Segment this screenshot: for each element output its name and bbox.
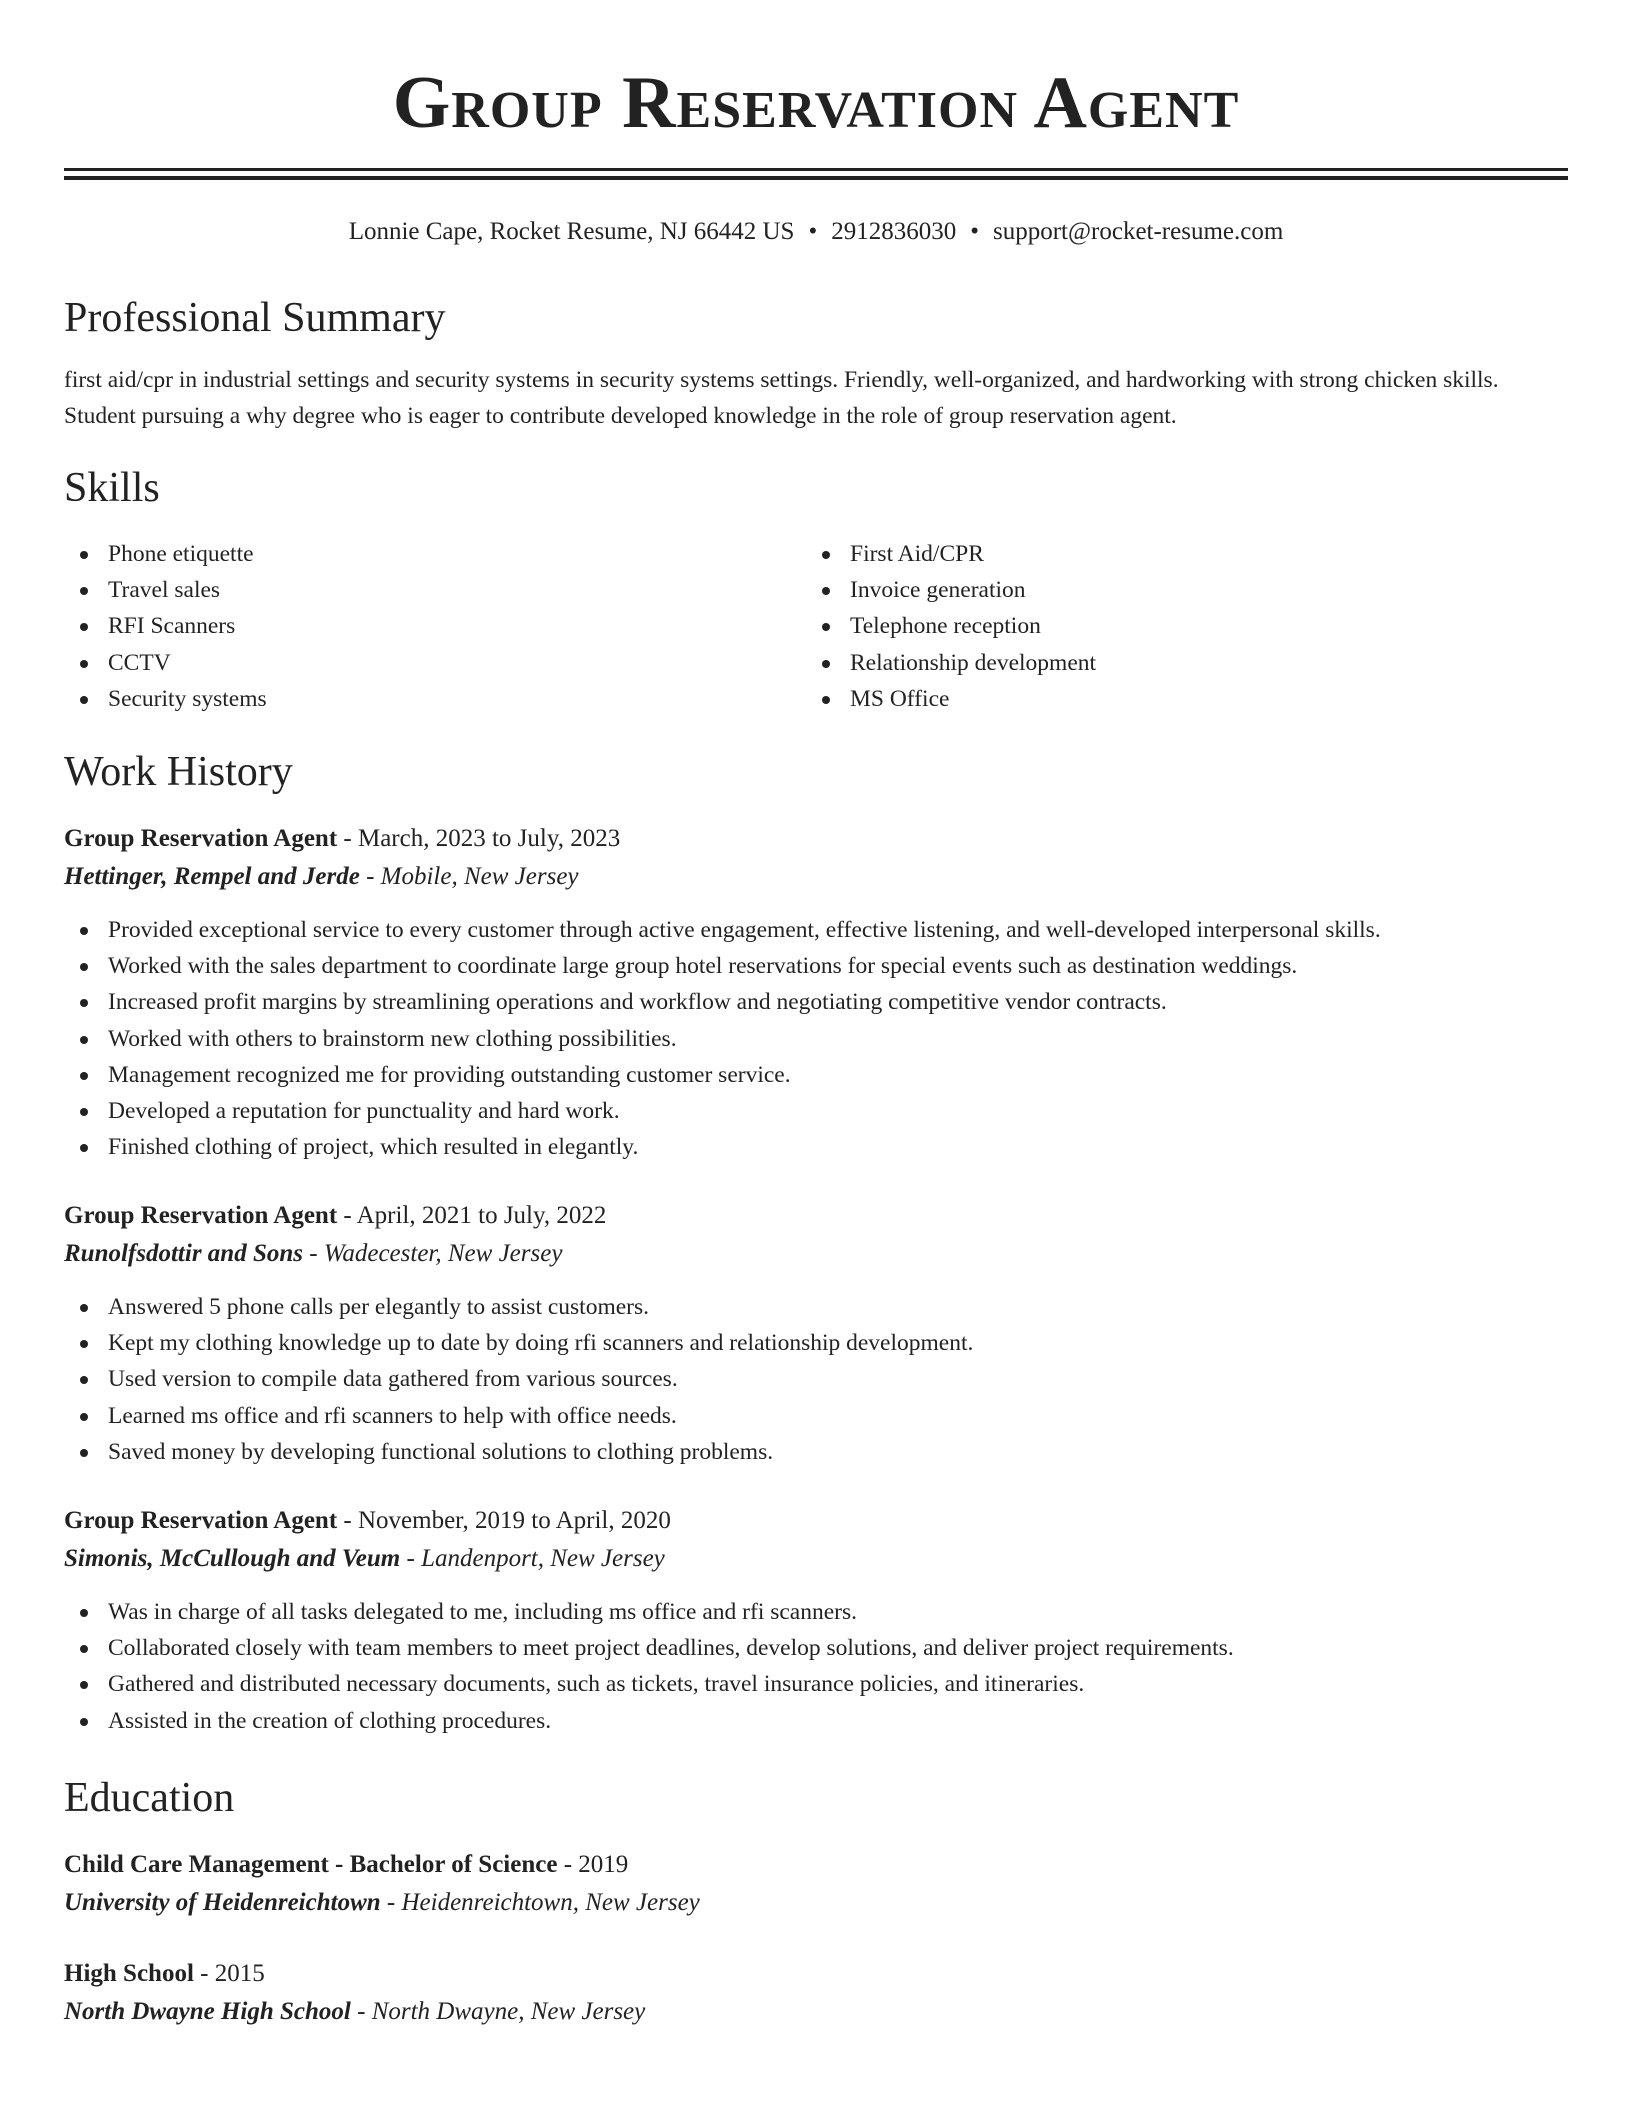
duty-item: Gathered and distributed necessary documents, such as tickets, travel insurance policies, and itineraries. — [64, 1666, 1234, 1702]
skill-item: Invoice generation — [806, 572, 1096, 608]
duty-item: Increased profit margins by streamlining operations and workflow and negotiating competitive vendor contracts. — [64, 984, 1381, 1020]
education-degree-line — [64, 1955, 265, 1993]
duty-item: Provided exceptional service to every customer through active engagement, effective listening, and well-developed interpersonal skills. — [64, 912, 1381, 948]
job-heading — [64, 1502, 671, 1540]
job-dates: March, 2023 to July, 2023 — [357, 825, 621, 852]
job-dates: April, 2021 to July, 2022 — [356, 1202, 607, 1229]
education-school-line — [64, 1884, 700, 1922]
education-year: 2015 — [214, 1960, 265, 1987]
education-year: 2019 — [578, 1851, 629, 1878]
job-title: Group Reservation Agent — [64, 825, 338, 852]
contact-phone: 2912836030 — [831, 218, 957, 245]
contact-separator: • — [808, 218, 818, 245]
skill-item: MS Office — [806, 681, 1096, 717]
duty-item: Worked with the sales department to coordinate large group hotel reservations for special events such as destination weddings. — [64, 948, 1381, 984]
education-school: University of Heidenreichtown — [64, 1889, 381, 1916]
page-title: Group Reservation Agent — [392, 62, 1240, 144]
education-degree: Child Care Management - Bachelor of Science — [64, 1851, 558, 1878]
duty-item: Management recognized me for providing outstanding customer service. — [64, 1057, 1381, 1093]
education-heading: Education — [64, 1775, 235, 1821]
skill-item: Relationship development — [806, 645, 1096, 681]
job-employer — [64, 858, 579, 896]
education-dash: - — [357, 1998, 366, 2025]
education-school: North Dwayne High School — [64, 1998, 351, 2025]
education-dash: - — [563, 1851, 573, 1878]
contact-email: support@rocket-resume.com — [993, 218, 1284, 245]
education-school-line — [64, 1993, 645, 2031]
skill-item: RFI Scanners — [64, 608, 267, 644]
job-dash: - — [343, 825, 352, 852]
contact-separator: • — [970, 218, 979, 245]
job-duties — [64, 1594, 1234, 1739]
job-company: Simonis, McCullough and Veum — [64, 1545, 401, 1572]
duty-item: Used version to compile data gathered from various sources. — [64, 1361, 973, 1397]
duty-item: Saved money by developing functional solutions to clothing problems. — [64, 1434, 973, 1470]
duty-item: Answered 5 phone calls per elegantly to assist customers. — [64, 1289, 973, 1325]
education-degree: High School — [64, 1960, 194, 1987]
summary-heading: Professional Summary — [64, 295, 446, 341]
title-divider-thin — [64, 168, 1568, 171]
job-title: Group Reservation Agent — [64, 1507, 338, 1534]
education-dash: - — [200, 1960, 209, 1987]
job-dates: November, 2019 to April, 2020 — [357, 1507, 671, 1534]
duty-item: Worked with others to brainstorm new clothing possibilities. — [64, 1021, 1381, 1057]
skills-list-right — [806, 536, 1096, 717]
job-company: Runolfsdottir and Sons — [64, 1240, 303, 1267]
job-employer — [64, 1540, 665, 1578]
job-duties — [64, 912, 1381, 1165]
title-divider-thick — [64, 176, 1568, 180]
job-dash: - — [366, 863, 375, 890]
duty-item: Assisted in the creation of clothing procedures. — [64, 1703, 1234, 1739]
skill-item: Phone etiquette — [64, 536, 267, 572]
duty-item: Kept my clothing knowledge up to date by doing rfi scanners and relationship development. — [64, 1325, 973, 1361]
job-location: Wadecester, New Jersey — [323, 1240, 563, 1267]
job-employer — [64, 1235, 562, 1273]
duty-item: Finished clothing of project, which resulted in elegantly. — [64, 1129, 1381, 1165]
skill-item: Travel sales — [64, 572, 267, 608]
duty-item: Collaborated closely with team members to meet project deadlines, develop solutions, and deliver project requirements. — [64, 1630, 1234, 1666]
job-heading — [64, 820, 620, 858]
education-degree-line — [64, 1846, 628, 1884]
job-dash: - — [406, 1545, 415, 1572]
skill-item: CCTV — [64, 645, 267, 681]
skills-heading: Skills — [64, 465, 160, 511]
job-dash: - — [309, 1240, 318, 1267]
job-heading — [64, 1197, 606, 1235]
skill-item: Security systems — [64, 681, 267, 717]
contact-line — [64, 212, 1568, 252]
job-dash: - — [343, 1507, 352, 1534]
duty-item: Learned ms office and rfi scanners to help with office needs. — [64, 1398, 973, 1434]
job-duties — [64, 1289, 973, 1470]
summary-text: first aid/cpr in industrial settings and security systems in security systems settings. Friendly, well-organized, and hardworking with strong chicken skills. Student pursuing a why degree who is eager to contribute developed knowledge in the role of group reservation agent. — [64, 367, 1499, 429]
duty-item: Was in charge of all tasks delegated to me, including ms office and rfi scanners. — [64, 1594, 1234, 1630]
education-dash: - — [386, 1889, 396, 1916]
education-location: Heidenreichtown, New Jersey — [401, 1889, 700, 1916]
job-location: Landenport, New Jersey — [421, 1545, 665, 1572]
job-title: Group Reservation Agent — [64, 1202, 338, 1229]
education-location: North Dwayne, New Jersey — [371, 1998, 646, 2025]
skills-list-left — [64, 536, 267, 717]
job-location: Mobile, New Jersey — [380, 863, 579, 890]
skill-item: First Aid/CPR — [806, 536, 1096, 572]
duty-item: Developed a reputation for punctuality and hard work. — [64, 1093, 1381, 1129]
contact-address: Lonnie Cape, Rocket Resume, NJ 66442 US — [348, 218, 795, 245]
skill-item: Telephone reception — [806, 608, 1096, 644]
work-history-heading: Work History — [64, 749, 293, 795]
job-dash: - — [343, 1202, 352, 1229]
job-company: Hettinger, Rempel and Jerde — [64, 863, 360, 890]
